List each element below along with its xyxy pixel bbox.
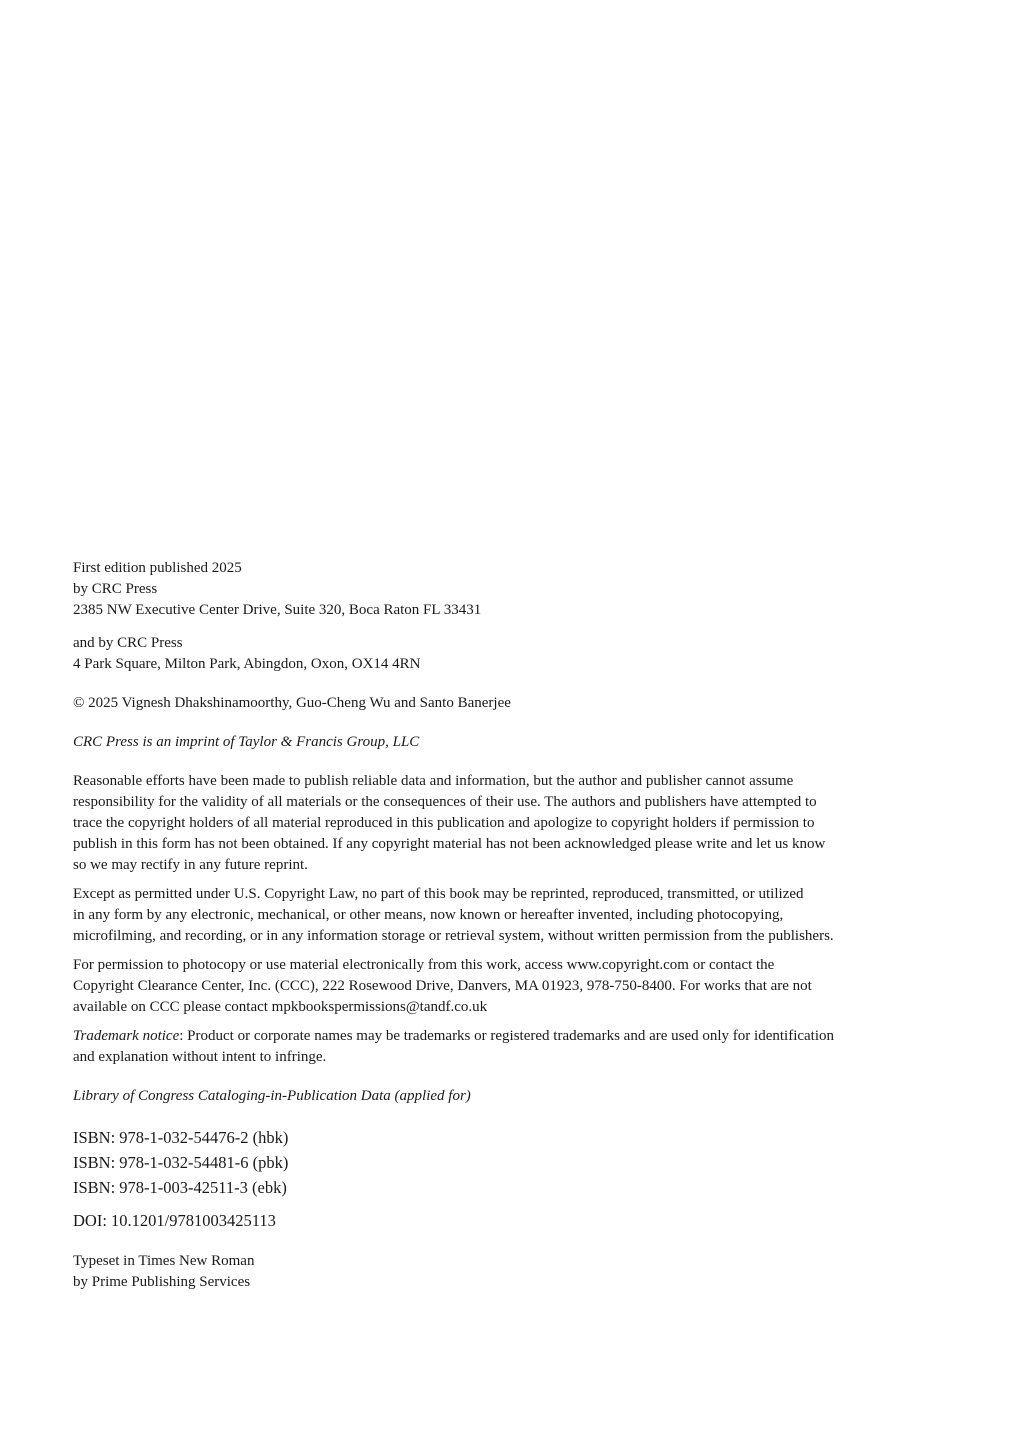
trademark-paragraph: [73, 1026, 943, 1068]
permission-paragraph: [73, 955, 943, 1018]
trademark-label: Trademark notice: [73, 1028, 180, 1044]
second-publisher-address: 4 Park Square, Milton Park, Abingdon, Oxon, OX14 4RN: [73, 656, 421, 672]
isbn-pbk: ISBN: 978-1-032-54481-6 (pbk): [73, 1153, 289, 1172]
paragraph-line: trace the copyright holders of all material reproduced in this publication and apologize to copyright holders if permission to: [73, 815, 815, 831]
paragraph-line: Except as permitted under U.S. Copyright Law, no part of this book may be reprinted, reproduced, transmitted, or utilized: [73, 886, 804, 902]
doi: DOI: 10.1201/9781003425113: [73, 1211, 276, 1230]
publication-info: [73, 558, 943, 621]
imprint-notice: CRC Press is an imprint of Taylor & Francis Group, LLC: [73, 734, 420, 750]
reasonable-efforts-paragraph: [73, 771, 943, 876]
edition-line: First edition published 2025: [73, 560, 242, 576]
paragraph-line: For permission to photocopy or use material electronically from this work, access www.copyright.com or contact the: [73, 957, 775, 973]
paragraph-line: so we may rectify in any future reprint.: [73, 857, 308, 873]
typeset-info: [73, 1251, 943, 1293]
copyright-page: [73, 558, 943, 1293]
paragraph-line: Copyright Clearance Center, Inc. (CCC), 222 Rosewood Drive, Danvers, MA 01923, 978-750-8400. For works that are not: [73, 978, 812, 994]
publisher-line: by CRC Press: [73, 581, 158, 597]
paragraph-line: and explanation without intent to infringe.: [73, 1049, 327, 1065]
paragraph-line: Reasonable efforts have been made to publish reliable data and information, but the author and publisher cannot assume: [73, 773, 794, 789]
except-permitted-paragraph: [73, 884, 943, 947]
publisher-address: 2385 NW Executive Center Drive, Suite 320, Boca Raton FL 33431: [73, 602, 482, 618]
second-publisher-line: and by CRC Press: [73, 635, 183, 651]
paragraph-line: in any form by any electronic, mechanical, or other means, now known or hereafter invented, including photocopying,: [73, 907, 784, 923]
isbn-hbk: ISBN: 978-1-032-54476-2 (hbk): [73, 1128, 289, 1147]
isbn-ebk: ISBN: 978-1-003-42511-3 (ebk): [73, 1178, 287, 1197]
library-of-congress-notice: Library of Congress Cataloging-in-Publication Data (applied for): [73, 1088, 471, 1104]
paragraph-line: publish in this form has not been obtained. If any copyright material has not been acknowledged please write and let us know: [73, 836, 826, 852]
trademark-text: : Product or corporate names may be trademarks or registered trademarks and are used only for identification: [179, 1028, 835, 1044]
paragraph-line: [73, 1026, 943, 1047]
typeset-by-line: by Prime Publishing Services: [73, 1274, 251, 1290]
paragraph-line: microfilming, and recording, or in any information storage or retrieval system, without written permission from the publishers.: [73, 928, 834, 944]
isbn-list: [73, 1125, 943, 1200]
typeset-font-line: Typeset in Times New Roman: [73, 1253, 255, 1269]
copyright-notice: © 2025 Vignesh Dhakshinamoorthy, Guo-Cheng Wu and Santo Banerjee: [73, 695, 511, 711]
paragraph-line: available on CCC please contact mpkbookspermissions@tandf.co.uk: [73, 999, 488, 1015]
paragraph-line: responsibility for the validity of all materials or the consequences of their use. The authors and publishers have attempted to: [73, 794, 817, 810]
second-publisher-info: [73, 633, 943, 675]
